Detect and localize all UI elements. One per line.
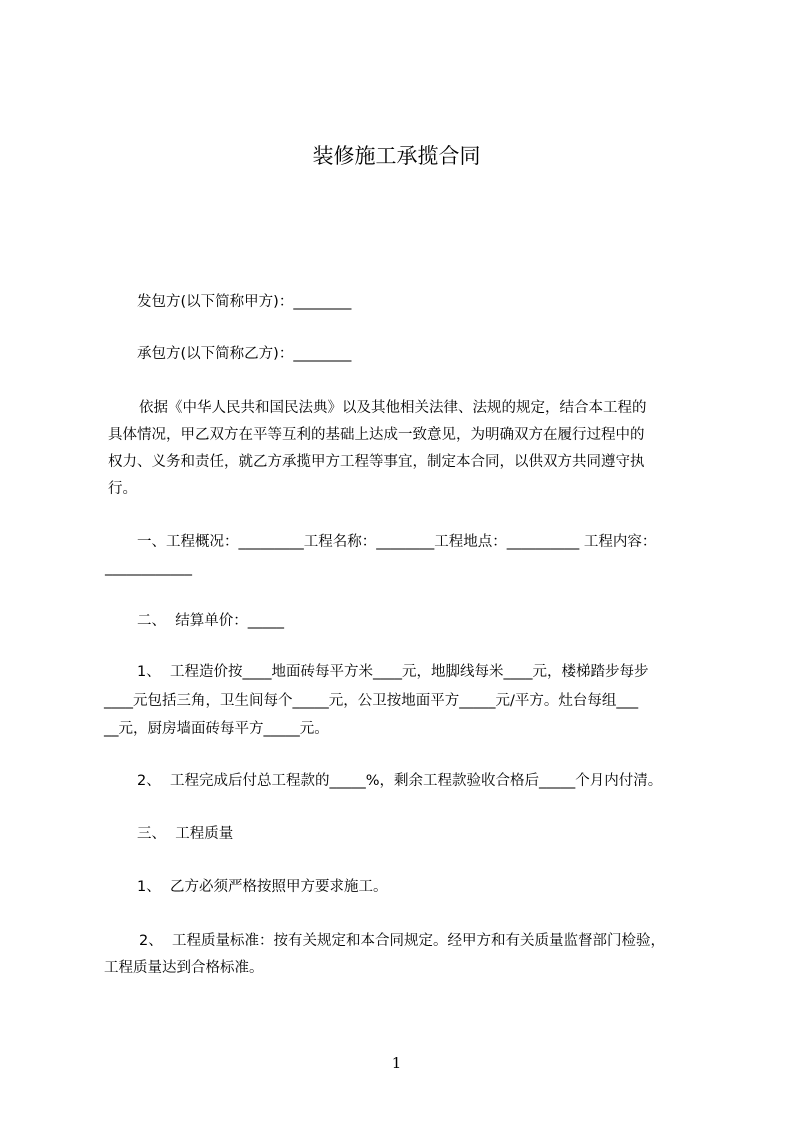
preamble-line-1: 依据《中华人民共和国民法典》以及其他相关法律、法规的规定，结合本工程的	[139, 400, 647, 416]
section3-heading: 三、 工程质量	[137, 826, 234, 842]
item2-2-line: 2、 工程完成后付总工程款的_____%，剩余工程款验收合格后_____个月内付清。	[137, 773, 663, 789]
section2-heading: 二、 结算单价：_____	[137, 613, 284, 629]
item3-2-line-1: 2、 工程质量标准：按有关规定和本合同规定。经甲方和有关质量监督部门检验，	[139, 933, 665, 949]
document-title: 装修施工承揽合同	[312, 144, 481, 168]
section1-line-2: ____________	[105, 560, 192, 576]
item2-1-line-3: __元，厨房墙面砖每平方_____元。	[104, 721, 329, 737]
preamble-line-4: 行。	[108, 481, 137, 497]
party-b-line: 承包方(以下简称乙方)：________	[137, 346, 352, 362]
section1-line-1: 一、工程概况：_________工程名称：________工程地点：__________ 工程内容：	[137, 534, 657, 550]
item2-1-line-2: ____元包括三角，卫生间每个_____元，公卫按地面平方_____元/平方。灶台每组___	[104, 693, 639, 709]
party-a-line: 发包方(以下简称甲方)：________	[137, 294, 352, 310]
item2-1-line-1: 1、 工程造价按____地面砖每平方米____元，地脚线每米____元，楼梯踏步每步	[137, 664, 649, 680]
preamble-line-2: 具体情况，甲乙双方在平等互利的基础上达成一致意见，为明确双方在履行过程中的	[108, 427, 645, 443]
item3-1-line: 1、 乙方必须严格按照甲方要求施工。	[137, 879, 388, 895]
item3-2-line-2: 工程质量达到合格标准。	[104, 960, 264, 976]
preamble-line-3: 权力、义务和责任，就乙方承揽甲方工程等事宜，制定本合同，以供双方共同遵守执	[108, 454, 645, 470]
page-number: 1	[391, 1054, 402, 1072]
